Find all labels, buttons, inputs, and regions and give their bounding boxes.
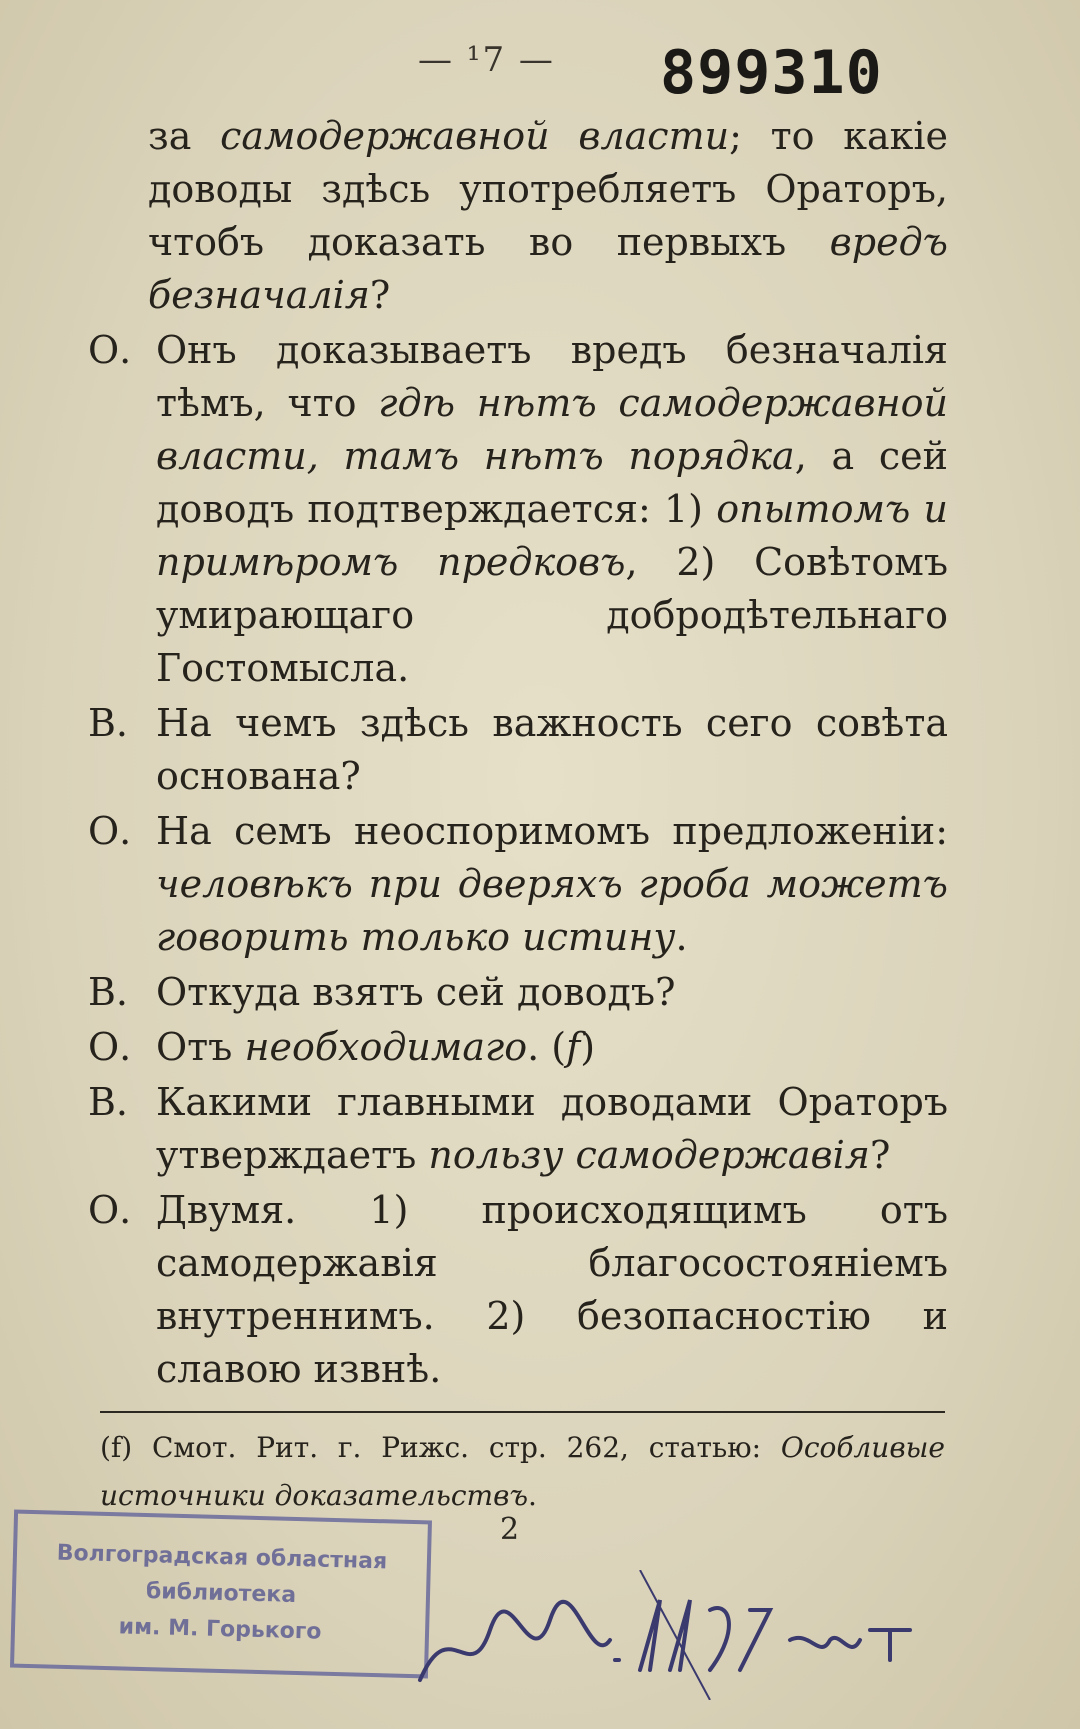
handwritten-inventory xyxy=(410,1570,930,1700)
italic-text: опытомъ и примѣромъ предковъ xyxy=(156,487,948,584)
footnote xyxy=(100,1424,945,1520)
answer-paragraph xyxy=(88,805,948,964)
dialogue-marker: В. xyxy=(88,1080,129,1124)
text-run: (f) Смот. Рит. г. Рижс. стр. 262, статью: xyxy=(100,1431,781,1464)
question-paragraph xyxy=(88,697,948,803)
text-run: Онъ доказываетъ вредъ безначалія тѣмъ, что xyxy=(156,328,948,425)
text-run: . ( xyxy=(527,1025,567,1069)
stamp-line: Волгоградская областная xyxy=(56,1540,388,1575)
text-run: Откуда взятъ сей доводъ? xyxy=(156,970,676,1014)
dialogue-marker: О. xyxy=(88,1025,132,1069)
text-run: за xyxy=(148,114,221,158)
dialogue-marker: О. xyxy=(88,1188,132,1232)
italic-text: пользу самодержавія xyxy=(428,1133,870,1177)
text-run: На семъ неоспоримомъ предложеніи: xyxy=(156,809,948,853)
italic-text: Особливые источники доказательствъ xyxy=(100,1431,945,1512)
question-paragraph xyxy=(88,1076,948,1182)
stamp-line: библиотека xyxy=(145,1579,297,1608)
text-run: . xyxy=(528,1479,537,1512)
footnote-rule xyxy=(100,1411,945,1413)
library-stamp xyxy=(10,1510,432,1679)
text-run: На чемъ здѣсь важность сего совѣта основана? xyxy=(156,701,948,798)
answer-paragraph xyxy=(88,324,948,695)
italic-text: гдѣ нѣтъ самодержавной власти, тамъ нѣтъ порядка xyxy=(156,381,948,478)
italic-text: вредъ безначалія xyxy=(148,220,948,317)
text-run: Двумя. 1) происходящимъ отъ самодержавія благосостояніемъ внутреннимъ. 2) безопасностію и славою извнѣ. xyxy=(156,1188,948,1391)
dialogue-marker: В. xyxy=(88,970,129,1014)
text-run: Какими главными доводами Ораторъ утверждаетъ xyxy=(156,1080,948,1177)
text-run: . xyxy=(675,915,688,959)
text-run: , а сей доводъ подтверждается: 1) xyxy=(156,434,948,531)
text-run: ) xyxy=(580,1025,596,1069)
signature-mark: 2 xyxy=(500,1512,520,1547)
question-paragraph xyxy=(88,966,948,1019)
dialogue-marker: В. xyxy=(88,701,129,745)
text-run: Отъ xyxy=(156,1025,245,1069)
italic-text: f xyxy=(566,1025,581,1069)
answer-paragraph xyxy=(88,1021,948,1074)
text-run: , 2) Совѣтомъ умирающаго добродѣтельнаго Гостомысла. xyxy=(156,540,949,690)
dialogue-marker: О. xyxy=(88,809,132,853)
handwriting-stroke xyxy=(410,1570,930,1700)
answer-paragraph xyxy=(88,1184,948,1396)
text-run: ; то какіе доводы здѣсь употребляетъ Ораторъ, чтобъ доказать во первыхъ xyxy=(148,114,948,264)
page-number: — ¹7 — xyxy=(418,40,555,80)
italic-text: человѣкъ при дверяхъ гроба можетъ говорить только истину xyxy=(156,862,948,959)
stamp-line: им. М. Горького xyxy=(118,1614,322,1645)
text-run: ? xyxy=(869,1133,891,1177)
italic-text: самодержавной власти xyxy=(220,114,730,158)
dialogue-marker: О. xyxy=(88,328,132,372)
italic-text: необходимаго xyxy=(244,1025,528,1069)
text-run: ? xyxy=(369,273,391,317)
paragraph-continued xyxy=(88,110,948,322)
main-text xyxy=(88,110,948,1396)
inventory-number: 899310 xyxy=(660,38,883,108)
